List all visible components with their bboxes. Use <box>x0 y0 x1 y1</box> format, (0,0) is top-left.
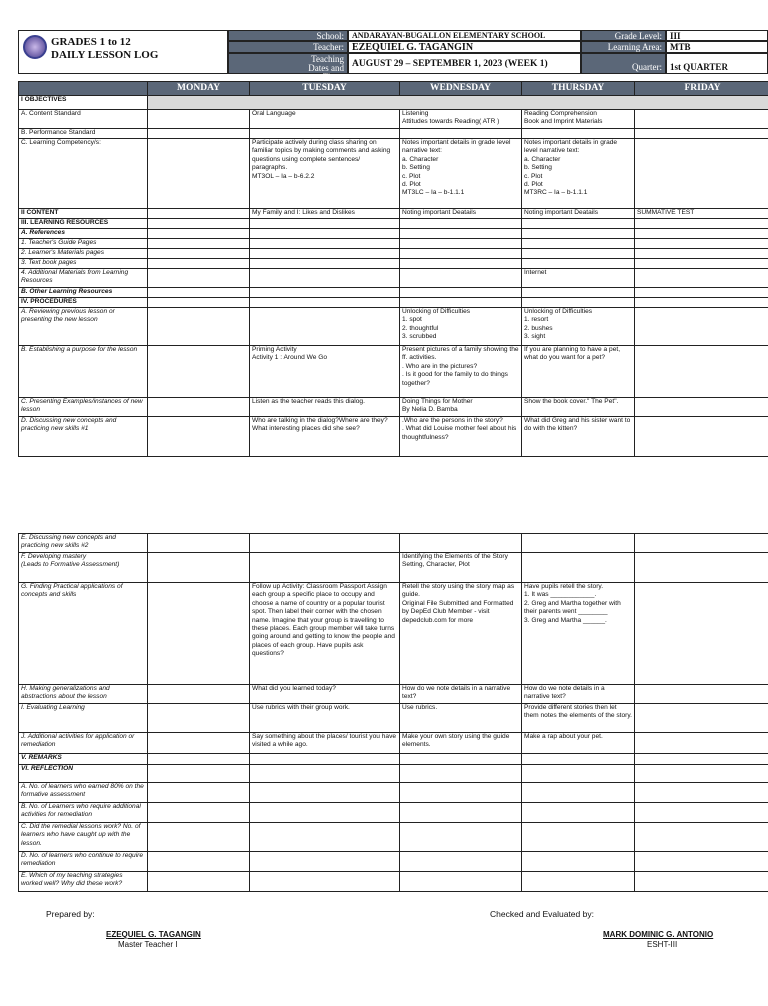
row-label: E. Which of my teaching strategies worked well? Why did these work? <box>19 872 148 892</box>
row-label: D. Discussing new concepts and practicing new skills #1 <box>19 417 148 457</box>
table-cell <box>250 249 400 259</box>
table-cell <box>148 110 250 129</box>
table-cell <box>148 733 250 754</box>
table-cell: Doing Things for Mother By Nelia D. Bamba <box>400 398 522 417</box>
table-cell <box>522 298 635 308</box>
table-cell: Who are talking in the dialog?Where are they? What interesting places did she see? <box>250 417 400 457</box>
table-cell <box>148 685 250 704</box>
table-cell <box>250 852 400 872</box>
preparer-role: Master Teacher I <box>118 940 178 949</box>
table-cell: .Who are the persons in the story? . What did Louise mother feel about his thoughtfulness? <box>400 417 522 457</box>
table-cell: How do we note details in a narrative text? <box>400 685 522 704</box>
table-cell <box>635 733 768 754</box>
table-cell: Listen as the teacher reads this dialog. <box>250 398 400 417</box>
table-cell <box>250 229 400 239</box>
table-row <box>19 733 768 754</box>
table-cell <box>635 308 768 346</box>
table-row <box>19 783 768 803</box>
row-label: A. Content Standard <box>19 110 148 129</box>
table-cell <box>400 765 522 783</box>
table-cell: Make a rap about your pet. <box>522 733 635 754</box>
table-cell <box>400 229 522 239</box>
table-cell <box>250 288 400 298</box>
row-label: B. Performance Standard <box>19 129 148 139</box>
table-cell: Notes important details in grade level narrative text: a. Character b. Setting c. Plot d. Plot MT3LC – Ia – b-1.1.1 <box>400 139 522 209</box>
quarter-value: 1st QUARTER <box>666 53 768 74</box>
table-cell <box>148 308 250 346</box>
table-cell: Present pictures of a family showing the ff. activities. . Who are in the pictures? . Is it good for the family to do things together? <box>400 346 522 398</box>
learning-area-label: Learning Area: <box>581 41 666 53</box>
preparer-name: EZEQUIEL G. TAGANGIN <box>106 930 201 939</box>
table-cell <box>250 129 400 139</box>
row-label: II CONTENT <box>19 209 148 219</box>
day-wednesday: WEDNESDAY <box>400 82 522 96</box>
table-cell: Noting important Deatails <box>522 209 635 219</box>
dll-header <box>18 30 768 82</box>
table-row <box>19 229 768 239</box>
table-cell <box>250 765 400 783</box>
table-cell <box>148 219 250 229</box>
table-cell <box>400 783 522 803</box>
table-cell <box>250 803 400 823</box>
table-cell <box>148 288 250 298</box>
table-cell <box>400 298 522 308</box>
table-row <box>19 346 768 398</box>
table-row <box>19 298 768 308</box>
dates-label: Teaching Dates and Time: <box>228 53 348 74</box>
prepared-by-label: Prepared by: <box>46 909 95 919</box>
table-row <box>19 685 768 704</box>
table-cell: Show the book cover." The Pet". <box>522 398 635 417</box>
table-cell <box>400 249 522 259</box>
row-label: A. References <box>19 229 148 239</box>
corner-cell <box>19 82 148 96</box>
table-cell <box>148 872 250 892</box>
table-cell <box>635 398 768 417</box>
table-cell <box>400 852 522 872</box>
row-label: B. Other Learning Resources <box>19 288 148 298</box>
table-cell <box>635 583 768 685</box>
table-cell: Unlocking of Difficulties 1. resort 2. bushes 3. sight <box>522 308 635 346</box>
row-label: III. LEARNING RESOURCES <box>19 219 148 229</box>
table-cell <box>148 209 250 219</box>
checker-role: ESHT-III <box>647 940 678 949</box>
table-cell <box>148 803 250 823</box>
day-friday: FRIDAY <box>635 82 768 96</box>
table-row <box>19 872 768 892</box>
table-cell <box>635 129 768 139</box>
table-cell: Noting important Deatails <box>400 209 522 219</box>
table-cell <box>635 346 768 398</box>
table-cell <box>635 783 768 803</box>
table-cell: Participate actively during class sharing on familiar topics by making comments and asking questions using complete sentences/ paragraphs. MT3OL – Ia – b-6.2.2 <box>250 139 400 209</box>
table-cell <box>635 288 768 298</box>
table-cell <box>522 259 635 269</box>
table-cell: Reading Comprehension Book and Imprint Materials <box>522 110 635 129</box>
table-cell <box>635 249 768 259</box>
table-cell: Listening Attitudes towards Reading( ATR ) <box>400 110 522 129</box>
checked-by-label: Checked and Evaluated by: <box>490 909 594 919</box>
table-cell <box>635 219 768 229</box>
table-cell <box>148 398 250 417</box>
table-row <box>19 249 768 259</box>
table-row <box>19 209 768 219</box>
row-label: H. Making generalizations and abstractions about the lesson <box>19 685 148 704</box>
table-row <box>19 239 768 249</box>
table-cell <box>148 583 250 685</box>
table-cell: Provide different stories then let them notes the elements of the story. <box>522 704 635 733</box>
table-cell: Say something about the places/ tourist you have visited a while ago. <box>250 733 400 754</box>
table-cell <box>148 229 250 239</box>
table-cell: Priming Activity Activity 1 : Around We Go <box>250 346 400 398</box>
table-cell <box>400 219 522 229</box>
table-row <box>19 219 768 229</box>
table-cell <box>148 417 250 457</box>
row-label: 2. Learner's Materials pages <box>19 249 148 259</box>
table-cell <box>635 269 768 288</box>
row-label: 1. Teacher's Guide Pages <box>19 239 148 249</box>
table-cell: If you are planning to have a pet, what do you want for a pet? <box>522 346 635 398</box>
table-cell: Use rubrics. <box>400 704 522 733</box>
row-label: B. Establishing a purpose for the lesson <box>19 346 148 398</box>
table-cell <box>400 259 522 269</box>
table-row <box>19 288 768 298</box>
table-cell <box>635 823 768 852</box>
table-cell <box>635 704 768 733</box>
table-cell: Have pupils retell the story. 1. It was ____________. 2. Greg and Martha together with their parents went ________ 3. Greg and Martha ______. <box>522 583 635 685</box>
table-cell: Use rubrics with their group work. <box>250 704 400 733</box>
table-cell <box>635 765 768 783</box>
row-label: C. Learning Competency/s: <box>19 139 148 209</box>
table-cell <box>400 129 522 139</box>
table-cell <box>148 823 250 852</box>
table-cell <box>635 872 768 892</box>
table-cell <box>522 288 635 298</box>
table-cell <box>522 852 635 872</box>
row-label: D. No. of learners who continue to require remediation <box>19 852 148 872</box>
table-cell <box>522 249 635 259</box>
table-cell <box>148 298 250 308</box>
table-cell <box>250 219 400 229</box>
table-cell <box>400 239 522 249</box>
table-cell <box>522 765 635 783</box>
table-row <box>19 553 768 583</box>
table-cell: Unlocking of Difficulties 1. spot 2. thoughtful 3. scrubbed <box>400 308 522 346</box>
day-header-row <box>19 82 768 96</box>
table-cell: My Family and I: Likes and Dislikes <box>250 209 400 219</box>
row-label: A. Reviewing previous lesson or presenting the new lesson <box>19 308 148 346</box>
table-row <box>19 803 768 823</box>
day-tuesday: TUESDAY <box>250 82 400 96</box>
table-cell <box>250 269 400 288</box>
form-title <box>51 36 158 62</box>
table-cell <box>635 754 768 765</box>
table-cell <box>635 259 768 269</box>
table-cell <box>148 346 250 398</box>
table-cell <box>635 239 768 249</box>
table-cell <box>522 783 635 803</box>
table-cell <box>635 553 768 583</box>
day-monday: MONDAY <box>148 82 250 96</box>
table-cell: Make your own story using the guide elements. <box>400 733 522 754</box>
table-row <box>19 417 768 457</box>
table-cell <box>148 534 250 553</box>
section-filler <box>148 96 768 110</box>
grade-level-label: Grade Level: <box>581 30 666 41</box>
table-row <box>19 110 768 129</box>
table-row <box>19 269 768 288</box>
day-thursday: THURSDAY <box>522 82 635 96</box>
table-cell <box>148 259 250 269</box>
table-row <box>19 259 768 269</box>
table-row <box>19 754 768 765</box>
table-cell <box>148 783 250 803</box>
table-cell <box>250 259 400 269</box>
table-cell <box>250 553 400 583</box>
table-row <box>19 96 768 110</box>
table-cell <box>635 417 768 457</box>
school-value: ANDARAYAN-BUGALLON ELEMENTARY SCHOOL <box>348 30 581 41</box>
table-row <box>19 534 768 553</box>
table-cell: What did Greg and his sister want to do with the kitten? <box>522 417 635 457</box>
table-cell <box>635 852 768 872</box>
table-cell <box>148 139 250 209</box>
row-label: I. Evaluating Learning <box>19 704 148 733</box>
table-cell <box>148 852 250 872</box>
table-row <box>19 765 768 783</box>
table-row <box>19 308 768 346</box>
table-cell <box>250 308 400 346</box>
form-title-line2: DAILY LESSON LOG <box>51 49 159 61</box>
table-cell <box>250 783 400 803</box>
deped-seal-icon <box>23 35 47 59</box>
table-cell <box>400 823 522 852</box>
table-cell <box>635 534 768 553</box>
table-cell <box>250 823 400 852</box>
table-cell <box>635 229 768 239</box>
table-row <box>19 823 768 852</box>
table-cell <box>522 239 635 249</box>
table-cell <box>148 239 250 249</box>
row-label: A. No. of learners who earned 80% on the formative assessment <box>19 783 148 803</box>
table-cell <box>522 823 635 852</box>
table-row <box>19 583 768 685</box>
table-cell <box>250 239 400 249</box>
table-cell: How do we note details in a narrative text? <box>522 685 635 704</box>
table-cell <box>148 129 250 139</box>
logo-box <box>18 30 228 74</box>
school-label: School: <box>228 30 348 41</box>
table-row <box>19 398 768 417</box>
table-cell: Retell the story using the story map as guide. Original File Submitted and Formatted by DepEd Club Member - visit depedclub.com for more <box>400 583 522 685</box>
table-cell <box>400 269 522 288</box>
table-cell <box>635 298 768 308</box>
form-title-line1: GRADES 1 to 12 <box>51 36 131 48</box>
table-cell <box>250 872 400 892</box>
teacher-label: Teacher: <box>228 41 348 53</box>
checker-name: MARK DOMINIC G. ANTONIO <box>603 930 714 939</box>
row-label: 3. Text book pages <box>19 259 148 269</box>
table-cell <box>635 139 768 209</box>
table-cell <box>522 872 635 892</box>
table-cell <box>522 534 635 553</box>
table-cell <box>250 534 400 553</box>
table-cell <box>522 229 635 239</box>
table-cell <box>148 765 250 783</box>
row-label: VI. REFLECTION <box>19 765 148 783</box>
table-cell <box>400 803 522 823</box>
table-cell <box>148 249 250 259</box>
table-cell <box>522 129 635 139</box>
table-cell <box>400 288 522 298</box>
table-cell: SUMMATIVE TEST <box>635 209 768 219</box>
dates-value: AUGUST 29 – SEPTEMBER 1, 2023 (WEEK 1) <box>348 53 581 74</box>
table-cell <box>148 754 250 765</box>
table-cell <box>522 803 635 823</box>
learning-area-value: MTB <box>666 41 768 53</box>
row-label: 4. Additional Materials from Learning Resources <box>19 269 148 288</box>
lesson-log-table-page2 <box>18 533 768 892</box>
table-cell: What did you learned today? <box>250 685 400 704</box>
row-label: G. Finding Practical applications of concepts and skills <box>19 583 148 685</box>
table-row <box>19 129 768 139</box>
table-cell: Notes important details in grade level narrative text: a. Character b. Setting c. Plot d. Plot MT3RC – Ia – b-1.1.1 <box>522 139 635 209</box>
table-cell <box>250 754 400 765</box>
row-label: C. Presenting Examples/instances of new lesson <box>19 398 148 417</box>
row-label: IV. PROCEDURES <box>19 298 148 308</box>
table-cell <box>522 219 635 229</box>
table-cell <box>400 872 522 892</box>
row-label: B. No. of Learners who require additional activities for remediation <box>19 803 148 823</box>
table-cell: Internet <box>522 269 635 288</box>
row-label: C. Did the remedial lessons work? No. of learners who have caught up with the lesson. <box>19 823 148 852</box>
table-cell <box>635 110 768 129</box>
table-cell <box>148 553 250 583</box>
table-cell <box>400 754 522 765</box>
row-label: I OBJECTIVES <box>19 96 148 110</box>
teacher-value: EZEQUIEL G. TAGANGIN <box>348 41 581 53</box>
grade-level-value: III <box>666 30 768 41</box>
table-cell: Follow up Activity: Classroom Passport Assign each group a specific place to occupy and choose a name of country or a popular tourist spot. Then label their corner with the chosen name. Imagine that your group is travelling to these places. Each group member will take turns going around and getting to know the people and places of each group. Have pupils ask questions? <box>250 583 400 685</box>
row-label: F. Developing mastery (Leads to Formative Assessment) <box>19 553 148 583</box>
table-row <box>19 704 768 733</box>
row-label: V. REMARKS <box>19 754 148 765</box>
table-cell <box>635 803 768 823</box>
table-row <box>19 139 768 209</box>
lesson-log-table-page1 <box>18 81 768 457</box>
table-cell <box>148 704 250 733</box>
table-cell <box>400 534 522 553</box>
table-cell <box>148 269 250 288</box>
table-cell: Oral Language <box>250 110 400 129</box>
table-cell <box>250 298 400 308</box>
table-cell <box>635 685 768 704</box>
quarter-label: Quarter: <box>581 53 666 74</box>
row-label: E. Discussing new concepts and practicing new skills #2 <box>19 534 148 553</box>
table-row <box>19 852 768 872</box>
table-cell <box>522 754 635 765</box>
row-label: J. Additional activities for application or remediation <box>19 733 148 754</box>
table-cell: Identifying the Elements of the Story Setting, Character, Plot <box>400 553 522 583</box>
table-cell <box>522 553 635 583</box>
